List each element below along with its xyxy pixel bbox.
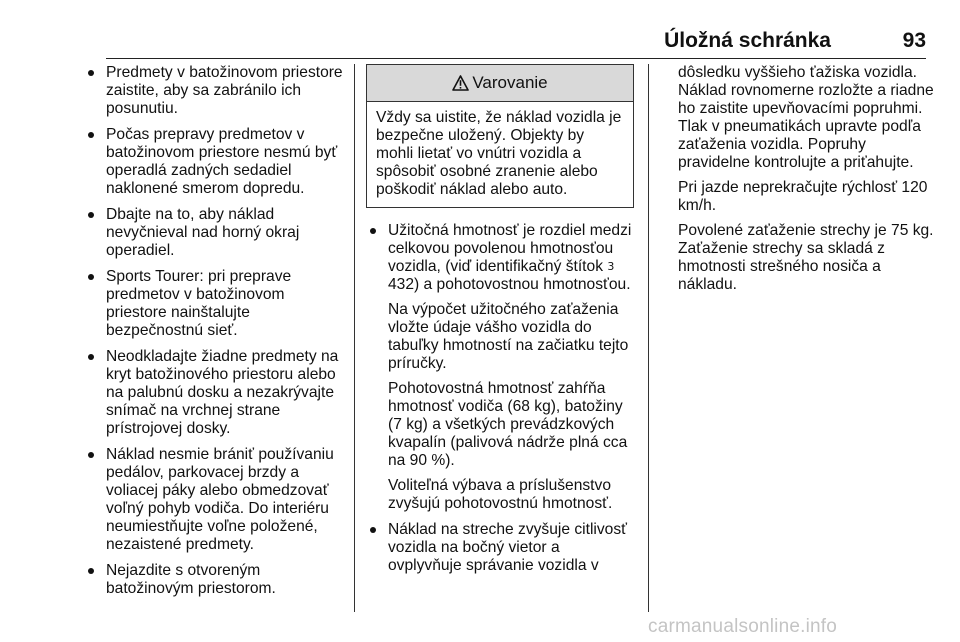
text-run: 432) a pohotovostnou hmotnosťou. [388,276,631,293]
list-item [84,348,344,438]
list-item-text: Náklad nesmie brániť používaniu pedálov, parkovacej brzdy a voliacej páky alebo obmedzovať voľný pohyb vodiča. Do interiéru neumiestňujte voľne položené, nezaistené predmety. [106,446,334,553]
list-item-paragraph: Pohotovostná hmotnosť zahŕňa hmotnosť vodiča (68 kg), batožiny (7 kg) a všetkých prevádzkových kvapalín (palivová nádrže plná cca na 90 %). [388,380,628,469]
list-item-text: Počas prepravy predmetov v batožinovom priestore nesmú byť operadlá zadných sedadiel naklonené smerom dopredu. [106,126,338,197]
text-run: Užitočná hmotnosť je rozdiel medzi celkovou povolenou hmotnosťou vozidla, (viď identifikačný štítok [388,222,632,275]
body-paragraph: Pri jazde neprekračujte rýchlosť 120 km/h. [678,179,928,214]
warning-title: Varovanie [472,73,548,92]
bullet-icon [88,212,94,218]
bullet-icon [88,70,94,76]
bullet-icon [88,354,94,360]
warning-text: Vždy sa uistite, že náklad vozidla je bezpečne uložený. Objekty by mohli lietať vo vnútri vozidla a spôsobiť osobné zranenie alebo poškodiť náklad alebo auto. [376,109,622,198]
bullet-icon [370,228,376,234]
column-1 [84,64,344,606]
list-item [366,521,634,575]
column-divider-2 [648,64,649,612]
list-item [84,562,344,598]
bullet-icon [88,132,94,138]
column-divider-1 [354,64,355,612]
list-item-text [388,222,634,294]
bullet-icon [88,274,94,280]
list-item-text: Neodkladajte žiadne predmety na kryt batožinového priestoru alebo na palubnú dosku a nezakrývajte snímač na vrchnej strane prístrojovej dosky. [106,348,339,437]
bullet-list [366,222,634,575]
bullet-icon [88,568,94,574]
page-header [106,26,926,56]
list-item-text: Nejazdite s otvoreným batožinovým priestorom. [106,562,276,597]
list-item-text: Náklad na streche zvyšuje citlivosť vozidla na bočný vietor a ovplyvňuje správanie vozidla v [388,521,627,574]
watermark: carmanualsonline.info [648,616,838,637]
list-item [366,222,634,513]
body-paragraph: Povolené zaťaženie strechy je 75 kg. Zaťaženie strechy sa skladá z hmotnosti strešného nosiča a nákladu. [678,222,934,293]
list-item [84,64,344,118]
list-item-paragraph: Na výpočet užitočného zaťaženia vložte údaje vášho vozidla do tabuľky hmotností na začiatku tejto príručky. [388,301,629,372]
page-reference-arrow-icon: 3 [607,260,615,273]
warning-box [366,64,634,208]
list-item-paragraph: Voliteľná výbava a príslušenstvo zvyšujú pohotovostnú hmotnosť. [388,477,613,512]
bullet-icon [88,452,94,458]
header-rule [106,58,926,59]
bullet-icon [370,527,376,533]
list-item-text: Dbajte na to, aby náklad nevyčnieval nad horný okraj operadiel. [106,206,300,259]
column-2 [366,64,634,583]
list-item [84,268,344,340]
warning-header [367,65,633,102]
list-item [84,126,344,198]
bullet-list [84,64,344,598]
body-paragraph: dôsledku vyššieho ťažiska vozidla. Náklad rovnomerne rozložte a riadne ho zaistite upevňovacími popruhmi. Tlak v pneumatikách upravte podľa zaťaženia vozidla. Popruhy pravidelne kontrolujte a priťahujte. [678,64,934,171]
list-item [84,206,344,260]
list-item [84,446,344,554]
list-item-text: Predmety v batožinovom priestore zaistite, aby sa zabránilo ich posunutiu. [106,64,343,117]
page-number: 93 [902,29,926,52]
list-item-text: Sports Tourer: pri preprave predmetov v batožinovom priestore nainštalujte bezpečnostnú sieť. [106,268,292,339]
column-3 [678,64,940,301]
warning-triangle-icon [452,75,469,91]
page-title: Úložná schránka [664,29,831,52]
